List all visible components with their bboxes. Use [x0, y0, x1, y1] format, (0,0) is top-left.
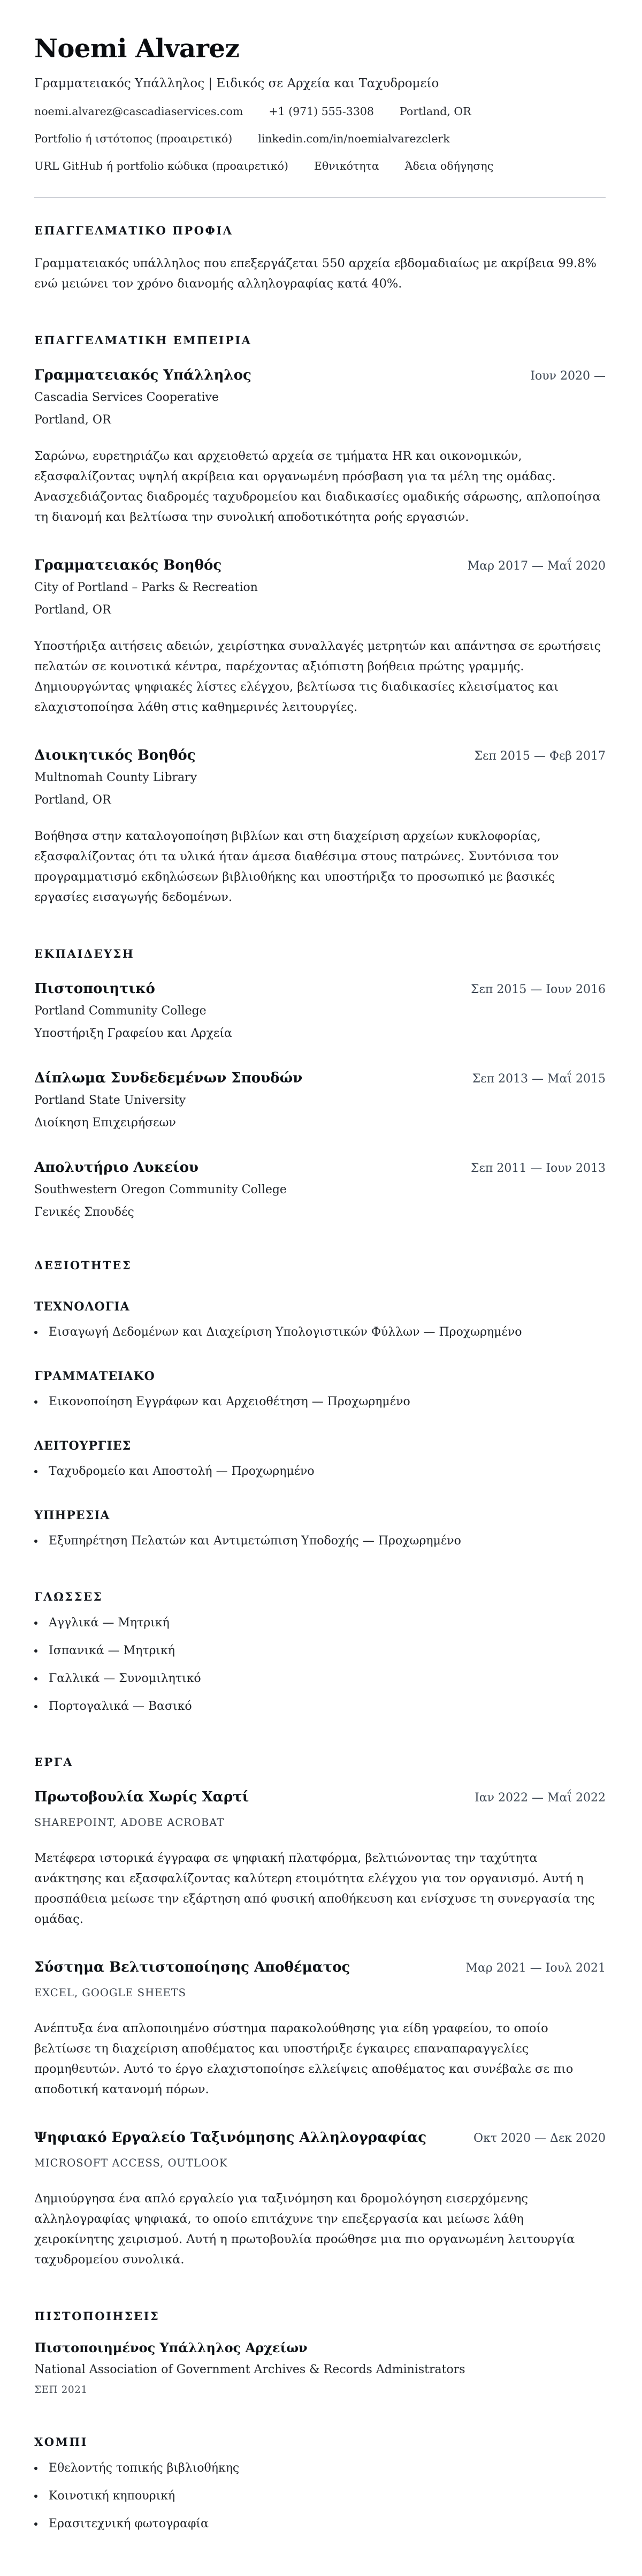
contact-phone: +1 (971) 555-3308: [269, 105, 374, 118]
certification-date: ΣΕΠ 2021: [34, 2384, 88, 2396]
languages-heading: ΓΛΩΣΣΕΣ: [34, 1590, 103, 1604]
job-company: City of Portland – Parks & Recreation: [34, 581, 258, 595]
contact-portfolio-label: Portfolio ή ιστότοπος (προαιρετικό): [34, 132, 233, 146]
education-entry-head: [34, 981, 606, 997]
certification-issuer: National Association of Government Archives & Records Administrators: [34, 2363, 465, 2377]
contact-linkedin: linkedin.com/in/noemialvarezclerk: [258, 132, 450, 146]
education-entry: [34, 1160, 606, 1219]
header-divider: [34, 197, 606, 198]
skill-category: ΓΡΑΜΜΑΤΕΙΑΚΟ: [34, 1369, 155, 1384]
hobby-item-label: Εθελοντής τοπικής βιβλιοθήκης: [49, 2461, 240, 2475]
skill-category: ΤΕΧΝΟΛΟΓΙΑ: [34, 1300, 130, 1314]
project-entry: [34, 1959, 606, 2100]
school-name: Portland State University: [34, 1094, 186, 1108]
education-heading: ΕΚΠΑΙΔΕΥΣΗ: [34, 947, 135, 961]
bullet-icon: [34, 1470, 37, 1473]
job-description: Υποστήριξα αιτήσεις αδειών, χειρίστηκα συναλλαγές μετρητών και απάντησα σε ερωτήσεις πελατών σε κοινοτικά κέντρα, παρέχοντας αξιόπιστη βοήθεια πρώτης γραμμής. Δημιουργώντας ψηφιακές λίστες ελέγχου, βελτίωσα τις διαδικασίες κλεισίματος και ελαχιστοποίησα λάθη στις καθημερινές λειτουργίες.: [34, 639, 601, 715]
job-description: Σαρώνω, ευρετηριάζω και αρχειοθετώ αρχεία σε τμήματα HR και οικονομικών, εξασφαλίζοντας υψηλή ακρίβεια και οργανωμένη πρόσβαση για τα μέλη της ομάδας. Ανασχεδιάζοντας διαδρομές ταχυδρομείου και διαδικασίες ομαδικής σάρωσης, απλοποίησα τη διανομή και βελτίωσα την συνολική αποδοτικότητα ροής εργασιών.: [34, 449, 601, 525]
experience-entry-head: [34, 557, 606, 573]
school-name: Southwestern Oregon Community College: [34, 1183, 287, 1197]
bullet-icon: [34, 2467, 37, 2470]
skill-item-label: Εξυπηρέτηση Πελατών και Αντιμετώπιση Υποδοχής — Προχωρημένο: [49, 1534, 461, 1548]
language-item-label: Πορτογαλικά — Βασικό: [49, 1700, 192, 1714]
job-title: Διοικητικός Βοηθός: [34, 747, 196, 764]
degree-title: Απολυτήριο Λυκείου: [34, 1160, 198, 1176]
language-item-label: Αγγλικά — Μητρική: [49, 1616, 170, 1630]
project-title: Πρωτοβουλία Χωρίς Χαρτί: [34, 1789, 249, 1806]
project-tech-stack: EXCEL, GOOGLE SHEETS: [34, 1987, 186, 1999]
bullet-icon: [34, 1331, 37, 1334]
job-location: Portland, OR: [34, 413, 111, 427]
field-of-study: Διοίκηση Επιχειρήσεων: [34, 1116, 176, 1130]
language-item-label: Ισπανικά — Μητρική: [49, 1644, 175, 1658]
project-entry-head: [34, 1789, 606, 1805]
contact-location: Portland, OR: [399, 105, 471, 118]
profile-heading: ΕΠΑΓΓΕΛΜΑΤΙΚΟ ΠΡΟΦΙΛ: [34, 224, 233, 238]
contact-row-links: [34, 132, 606, 145]
project-entry-head: [34, 1959, 606, 1975]
bullet-icon: [34, 1649, 37, 1653]
project-tech-stack: SHAREPOINT, ADOBE ACROBAT: [34, 1816, 225, 1829]
project-title: Σύστημα Βελτιστοποίησης Αποθέματος: [34, 1959, 350, 1976]
skill-item: [34, 1393, 606, 1411]
resume-header: [34, 35, 606, 198]
section-languages: [34, 1590, 606, 1716]
skill-category: ΛΕΙΤΟΥΡΓΙΕΣ: [34, 1439, 132, 1453]
section-hobbies: [34, 2435, 606, 2533]
project-entry: [34, 1789, 606, 1929]
hobby-item: [34, 2459, 606, 2477]
education-entry-head: [34, 1070, 606, 1086]
field-of-study: Υποστήριξη Γραφείου και Αρχεία: [34, 1027, 232, 1041]
hobby-item: [34, 2515, 606, 2533]
education-entry-head: [34, 1160, 606, 1176]
education-dates: Σεπ 2011 — Ιουν 2013: [470, 1162, 606, 1176]
bullet-icon: [34, 1400, 37, 1404]
job-dates: Ιουν 2020 —: [530, 369, 606, 383]
language-item: [34, 1614, 606, 1632]
language-item-label: Γαλλικά — Συνομιλητικό: [49, 1672, 201, 1686]
experience-entry: [34, 557, 606, 717]
skill-list: [34, 1532, 606, 1550]
experience-entry-head: [34, 367, 606, 383]
skill-list: [34, 1393, 606, 1411]
education-dates: Σεπ 2013 — Μαΐ 2015: [472, 1072, 606, 1086]
project-description: Ανέπτυξα ένα απλοποιημένο σύστημα παρακολούθησης για είδη γραφείου, το οποίο βελτίωσε τη διαχείριση αποθέματος και υποστήριξε έγκαιρες επαναπαραγγελίες προμηθευτών. Αυτό το έργο ελαχιστοποίησε ελλείψεις αποθέματος και συνέβαλε σε πιο αποδοτική κατανομή πόρων.: [34, 2021, 574, 2097]
job-company: Cascadia Services Cooperative: [34, 391, 219, 405]
school-name: Portland Community College: [34, 1004, 207, 1018]
hobbies-heading: ΧΟΜΠΙ: [34, 2435, 88, 2449]
skill-item: [34, 1323, 606, 1342]
skills-heading: ΔΕΞΙΟΤΗΤΕΣ: [34, 1259, 132, 1272]
project-entry-head: [34, 2130, 606, 2146]
skill-item-label: Ταχυδρομείο και Αποστολή — Προχωρημένο: [49, 1465, 315, 1479]
project-description: Δημιούργησα ένα απλό εργαλείο για ταξινόμηση και δρομολόγηση εισερχόμενης αλληλογραφίας ψηφιακά, το οποίο επιτάχυνε την επεξεργασία και μείωσε λάθη χειροκίνητης χειρισμού. Αυτή η πρωτοβουλία προώθησε μια πιο οργανωμένη λειτουργία ταχυδρομείου συνολικά.: [34, 2192, 575, 2267]
education-entry: [34, 1070, 606, 1130]
field-of-study: Γενικές Σπουδές: [34, 1206, 134, 1219]
section-education: [34, 947, 606, 1219]
candidate-headline: Γραμματειακός Υπάλληλος | Ειδικός σε Αρχεία και Ταχυδρομείο: [34, 77, 439, 91]
project-entry: [34, 2130, 606, 2270]
project-dates: Μαρ 2021 — Ιουλ 2021: [465, 1961, 606, 1975]
contact-row-primary: [34, 105, 606, 118]
bullet-icon: [34, 2522, 37, 2526]
section-profile: [34, 224, 606, 294]
job-dates: Μαρ 2017 — Μαΐ 2020: [467, 559, 606, 573]
experience-entry: [34, 367, 606, 527]
project-title: Ψηφιακό Εργαλείο Ταξινόμησης Αλληλογραφίας: [34, 2130, 427, 2146]
contact-github-label: URL GitHub ή portfolio κώδικα (προαιρετικό): [34, 160, 288, 173]
skill-item-label: Εικονοποίηση Εγγράφων και Αρχειοθέτηση — Προχωρημένο: [49, 1395, 410, 1409]
hobby-item-label: Ερασιτεχνική φωτογραφία: [49, 2517, 209, 2531]
bullet-icon: [34, 1540, 37, 1543]
language-item: [34, 1670, 606, 1688]
certifications-heading: ΠΙΣΤΟΠΟΙΗΣΕΙΣ: [34, 2309, 160, 2323]
job-company: Multnomah County Library: [34, 771, 197, 785]
experience-entry-head: [34, 747, 606, 763]
hobby-item: [34, 2487, 606, 2505]
degree-title: Πιστοποιητικό: [34, 981, 155, 997]
contact-row-extra: [34, 160, 606, 172]
job-dates: Σεπ 2015 — Φεβ 2017: [474, 749, 606, 763]
hobby-item-label: Κοινοτική κηπουρική: [49, 2489, 175, 2503]
skill-item-label: Εισαγωγή Δεδομένων και Διαχείριση Υπολογιστικών Φύλλων — Προχωρημένο: [49, 1325, 522, 1339]
project-dates: Ιαν 2022 — Μαΐ 2022: [475, 1791, 606, 1805]
section-certifications: [34, 2309, 606, 2396]
bullet-icon: [34, 2495, 37, 2498]
bullet-icon: [34, 1705, 37, 1708]
skill-list: [34, 1323, 606, 1342]
experience-entry: [34, 747, 606, 907]
education-dates: Σεπ 2015 — Ιουν 2016: [470, 983, 606, 997]
projects-heading: ΕΡΓΑ: [34, 1755, 73, 1769]
bullet-icon: [34, 1677, 37, 1680]
contact-nationality-label: Εθνικότητα: [314, 160, 379, 173]
contact-driving-license-label: Άδεια οδήγησης: [404, 160, 494, 173]
bullet-icon: [34, 1622, 37, 1625]
degree-title: Δίπλωμα Συνδεδεμένων Σπουδών: [34, 1070, 303, 1087]
language-item: [34, 1698, 606, 1716]
project-description: Μετέφερα ιστορικά έγγραφα σε ψηφιακή πλατφόρμα, βελτιώνοντας την ταχύτητα ανάκτησης και εξασφαλίζοντας καλύτερη ετοιμότητα ελέγχου για τον οργανισμό. Αυτή η προσπάθεια μείωσε την εξάρτηση από φυσική αποθήκευση και ενίσχυσε τη συνεργασία της ομάδας.: [34, 1851, 595, 1927]
project-dates: Οκτ 2020 — Δεκ 2020: [473, 2132, 606, 2146]
skill-list: [34, 1463, 606, 1481]
certification-entry: [34, 2340, 606, 2396]
language-list: [34, 1614, 606, 1716]
education-entry: [34, 981, 606, 1040]
skill-category: ΥΠΗΡΕΣΙΑ: [34, 1509, 110, 1523]
project-tech-stack: MICROSOFT ACCESS, OUTLOOK: [34, 2157, 228, 2170]
section-experience: [34, 334, 606, 907]
job-title: Γραμματειακός Υπάλληλος: [34, 367, 251, 384]
experience-heading: ΕΠΑΓΓΕΛΜΑΤΙΚΗ ΕΜΠΕΙΡΙΑ: [34, 334, 252, 347]
skill-item: [34, 1463, 606, 1481]
profile-text: Γραμματειακός υπάλληλος που επεξεργάζεται 550 αρχεία εβδομαδιαίως με ακρίβεια 99.8% ενώ μειώνει τον χρόνο διανομής αλληλογραφίας κατά 40%.: [34, 256, 597, 291]
section-skills: [34, 1259, 606, 1550]
job-description: Βοήθησα στην καταλογοποίηση βιβλίων και στη διαχείριση αρχείων κυκλοφορίας, εξασφαλίζοντας ότι τα υλικά ήταν άμεσα διαθέσιμα στους πατρώνες. Συντόνισα τον προγραμματισμό εκδηλώσεων βιβλιοθήκης και υποστήριξα το προσωπικό με βασικές εργασίες εισαγωγής δεδομένων.: [34, 829, 559, 905]
hobby-list: [34, 2459, 606, 2533]
section-projects: [34, 1755, 606, 2270]
job-location: Portland, OR: [34, 603, 111, 617]
skill-item: [34, 1532, 606, 1550]
job-location: Portland, OR: [34, 793, 111, 807]
contact-email: noemi.alvarez@cascadiaservices.com: [34, 105, 243, 118]
job-title: Γραμματειακός Βοηθός: [34, 557, 222, 574]
certification-name: Πιστοποιημένος Υπάλληλος Αρχείων: [34, 2340, 308, 2356]
language-item: [34, 1642, 606, 1660]
candidate-name: Noemi Alvarez: [34, 34, 240, 64]
